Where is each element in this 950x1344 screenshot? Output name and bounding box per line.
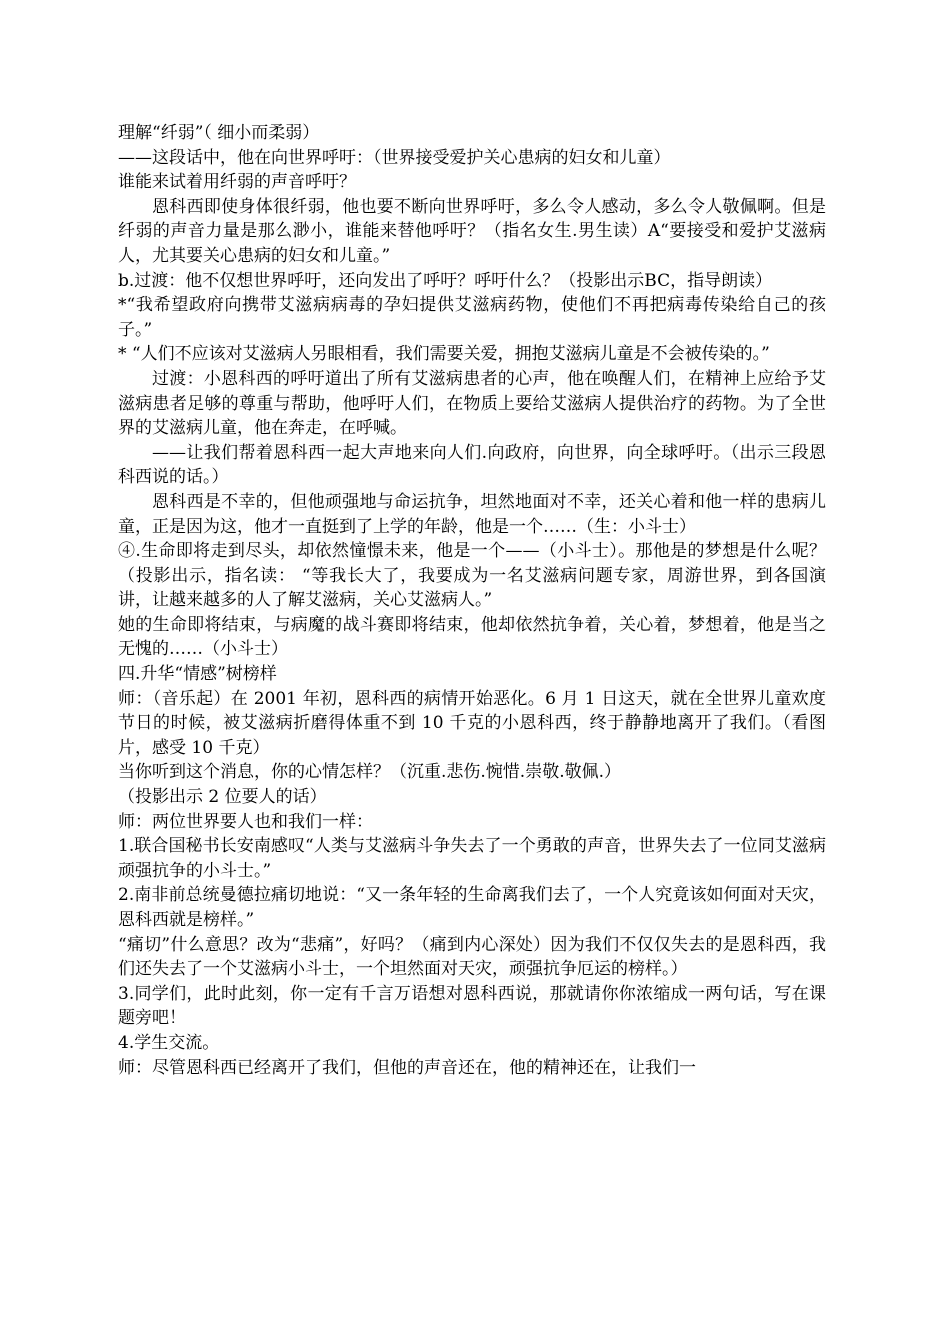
paragraph: 师：（音乐起）在 2001 年初，恩科西的病情开始恶化。6 月 1 日这天，就在全世界儿童欢度节日的时候，被艾滋病折磨得体重不到 10 千克的小恩科西，终于静静地离开了我们。（看图片，感受 10 千克）	[118, 688, 826, 758]
paragraph: 师：尽管恩科西已经离开了我们，但他的声音还在，他的精神还在，让我们一	[118, 1057, 696, 1078]
paragraph: 过渡：小恩科西的呼吁道出了所有艾滋病患者的心声，他在唤醒人们，在精神上应给予艾滋病患者足够的尊重与帮助，他呼吁人们，在物质上要给艾滋病人提供治疗的药物。为了全世界的艾滋病儿童，他在奔走，在呼喊。	[118, 368, 826, 439]
paragraph: *“我希望政府向携带艾滋病病毒的孕妇提供艾滋病药物，使他们不再把病毒传染给自己的孩子。”	[118, 295, 826, 340]
paragraph: 四.升华“情感”树榜样	[118, 664, 277, 685]
paragraph: 2.南非前总统曼德拉痛切地说：“又一条年轻的生命离我们去了，一个人究竟该如何面对天灾，恩科西就是榜样。”	[118, 885, 826, 930]
paragraph: 谁能来试着用纤弱的声音呼吁？	[118, 172, 356, 193]
paragraph: 4.学生交流。	[118, 1032, 220, 1053]
paragraph: 师：两位世界要人也和我们一样：	[118, 811, 373, 832]
paragraph: 理解“纤弱”（ 细小而柔弱）	[118, 123, 320, 143]
paragraph: 1.联合国秘书长安南感叹“人类与艾滋病斗争失去了一个勇敢的声音，世界失去了一位同艾滋病顽强抗争的小斗士。”	[118, 836, 826, 881]
paragraph: 当你听到这个消息，你的心情怎样？（沉重.悲伤.惋惜.崇敬.敬佩.）	[118, 762, 622, 783]
paragraph: 恩科西即使身体很纤弱，他也要不断向世界呼吁，多么令人感动，多么令人敬佩啊。但是纤弱的声音力量是那么渺小，谁能来替他呼吁？（指名女生.男生读）A“要接受和爱护艾滋病人，尤其要关心患病的妇女和儿童。”	[118, 196, 826, 266]
paragraph: “痛切”什么意思？改为“悲痛”，好吗？（痛到内心深处）因为我们不仅仅失去的是恩科西，我们还失去了一个艾滋病小斗士，一个坦然面对天灾，顽强抗争厄运的榜样。）	[118, 934, 826, 980]
paragraph: 她的生命即将结束，与病魔的战斗赛即将结束，他却依然抗争着，关心着，梦想着，他是当之无愧的……（小斗士）	[118, 614, 826, 660]
paragraph: ——这段话中，他在向世界呼吁：（世界接受爱护关心患病的妇女和儿童）	[118, 147, 671, 168]
paragraph: b.过渡：他不仅想世界呼吁，还向发出了呼吁？呼吁什么？（投影出示BC，指导朗读）	[118, 270, 773, 291]
paragraph: 恩科西是不幸的，但他顽强地与命运抗争，坦然地面对不幸，还关心着和他一样的患病儿童，正是因为这，他才一直挺到了上学的年龄，他是一个……（生：小斗士）	[118, 491, 826, 537]
document-body	[118, 121, 826, 1080]
paragraph: 3.同学们，此时此刻，你一定有千言万语想对恩科西说，那就请你你浓缩成一两句话，写在课题旁吧！	[118, 983, 826, 1029]
paragraph: ④.生命即将走到尽头，却依然憧憬未来，他是一个——（小斗士）。那他是的梦想是什么呢？（投影出示，指名读： “等我长大了，我要成为一名艾滋病问题专家，周游世界，到各国演讲，让越来越多的人了解艾滋病，关心艾滋病人。”	[118, 541, 826, 611]
paragraph: ——让我们帮着恩科西一起大声地来向人们.向政府，向世界，向全球呼吁。（出示三段恩科西说的话。）	[118, 442, 826, 488]
paragraph: * “人们不应该对艾滋病人另眼相看，我们需要关爱，拥抱艾滋病儿童是不会被传染的。”	[118, 344, 770, 365]
paragraph: （投影出示 2 位要人的话）	[118, 787, 327, 808]
